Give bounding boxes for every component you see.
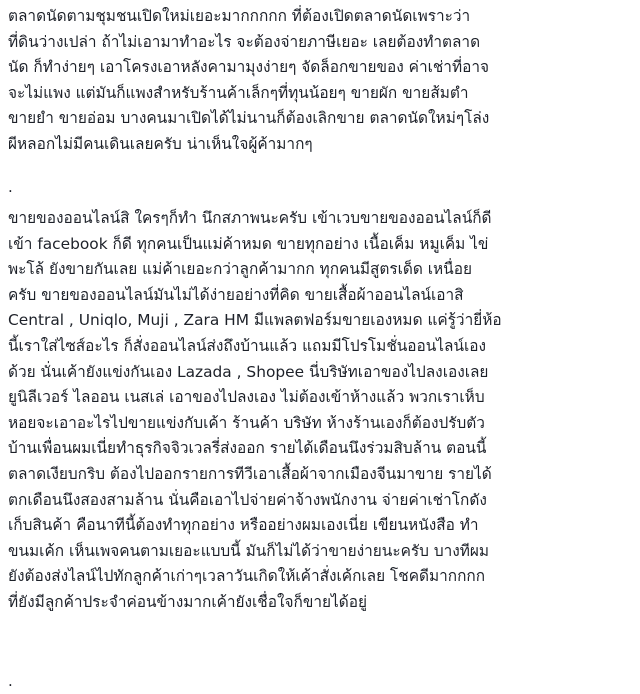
text-line: ขายของออนไลน์สิ ใครๆก็ทำ นึกสภาพนะครับ เข้าเวบขายของออนไลน์ก็ดี [8, 209, 492, 227]
text-line: ขายยำ ขายอ่อม บางคนมาเปิดได้ไม่นานก็ต้องเลิกขาย ตลาดนัดใหม่ๆโล่ง [8, 109, 490, 128]
text-line: ตลาดเงียบกริบ ต้องไปออกรายการทีวีเอาเสื้อผ้าจากเมืองจีนมาขาย รายได้ [8, 464, 492, 483]
text-line: จะไม่แพง แต่มันก็แพงสำหรับร้านค้าเล็กๆที่ทุนน้อยๆ ขายผัก ขายส้มตำ [8, 83, 469, 102]
text-line: ผีหลอกไม่มีคนเดินเลยครับ น่าเห็นใจผู้ค้ามากๆ [8, 134, 313, 153]
text-line: ยังต้องส่งไลน์ไปทักลูกค้าเก่าๆเวลาวันเกิดให้เค้าสั่งเค้กเลย โชคดีมากกกก [8, 567, 486, 586]
text-line: ที่ดินว่างเปล่า ถ้าไม่เอามาทำอะไร จะต้องจ่ายภาษีเยอะ เลยต้องทำตลาด [8, 32, 481, 51]
text-line: ตกเดือนนึงสองสามล้าน นั่นคือเอาไปจ่ายค่าจ้างพนักงาน จ่ายค่าเช่าโกดัง [8, 490, 487, 509]
text-line: ครับ ขายของออนไลน์มันไม่ได้ง่ายอย่างที่คิด ขายเสื้อผ้าออนไลน์เอาสิ [8, 285, 464, 304]
text-line: พะโล้ ยังขายกันเลย แม่ค้าเยอะกว่าลูกค้ามากก ทุกคนมีสูตรเด็ด เหนื่อย [8, 260, 472, 279]
paragraph-separator [8, 671, 13, 691]
text-line: ตลาดนัดตามชุมชนเปิดใหม่เยอะมากกกกก ที่ต้องเปิดตลาดนัดเพราะว่า [8, 7, 471, 25]
separator-dot: . [8, 672, 13, 690]
text-line: ด้วย นั่นเค้ายังแข่งกันเอง Lazada , Shopee นี่บริษัทเอาของไปลงเองเลย [8, 362, 489, 381]
paragraph-2 [8, 206, 502, 616]
text-line: บ้านเพื่อนผมเนี่ยทำธุรกิจจิวเวลรี่ส่งออก รายได้เดือนนึงร่วมสิบล้าน ตอนนี้ [8, 439, 487, 458]
text-line: ยูนิลีเวอร์ ไลออน เนสเล่ เอาของไปลงเอง ไม่ต้องเข้าห้างแล้ว พวกเราเห็บ [8, 388, 485, 407]
text-line: เก็บสินค้า คือนาทีนี้ต้องทำทุกอย่าง หรืออย่างผมเองเนี่ย เขียนหนังสือ ทำ [8, 516, 479, 535]
text-line: นี้เราใส่ไซส์อะไร ก็สั่งออนไลน์ส่งถึงบ้านแล้ว แถมมีโปรโมชั่นออนไลน์เอง [8, 336, 487, 355]
separator-dot: . [8, 178, 13, 196]
text-line: นัด ก็ทำง่ายๆ เอาโครงเอาหลังคามามุงง่ายๆ จัดล็อกขายของ ค่าเช่าที่อาจ [8, 58, 489, 77]
paragraph-1 [8, 4, 489, 158]
paragraph-separator [8, 177, 13, 197]
text-line: หอยจะเอาอะไรไปขายแข่งกับเค้า ร้านค้า บริษัท ห้างร้านเองก็ต้องปรับตัว [8, 413, 485, 432]
text-line: ที่ยังมีลูกค้าประจำค่อนข้างมากเค้ายังเชื่อใจก็ขายได้อยู่ [8, 592, 368, 611]
text-line: เข้า facebook ก็ดี ทุกคนเป็นแม่ค้าหมด ขายทุกอย่าง เนื้อเค็ม หมูเค็ม ไข่ [8, 234, 489, 253]
text-line: ขนมเค้ก เห็นเพจคนตามเยอะแบบนี้ มันก็ไม่ได้ว่าขายง่ายนะครับ บางทีผม [8, 541, 490, 560]
text-line: Central , Uniqlo, Muji , Zara HM มีแพลตฟอร์มขายเองหมด แค่รู้ว่ายี่ห้อ [8, 311, 502, 330]
